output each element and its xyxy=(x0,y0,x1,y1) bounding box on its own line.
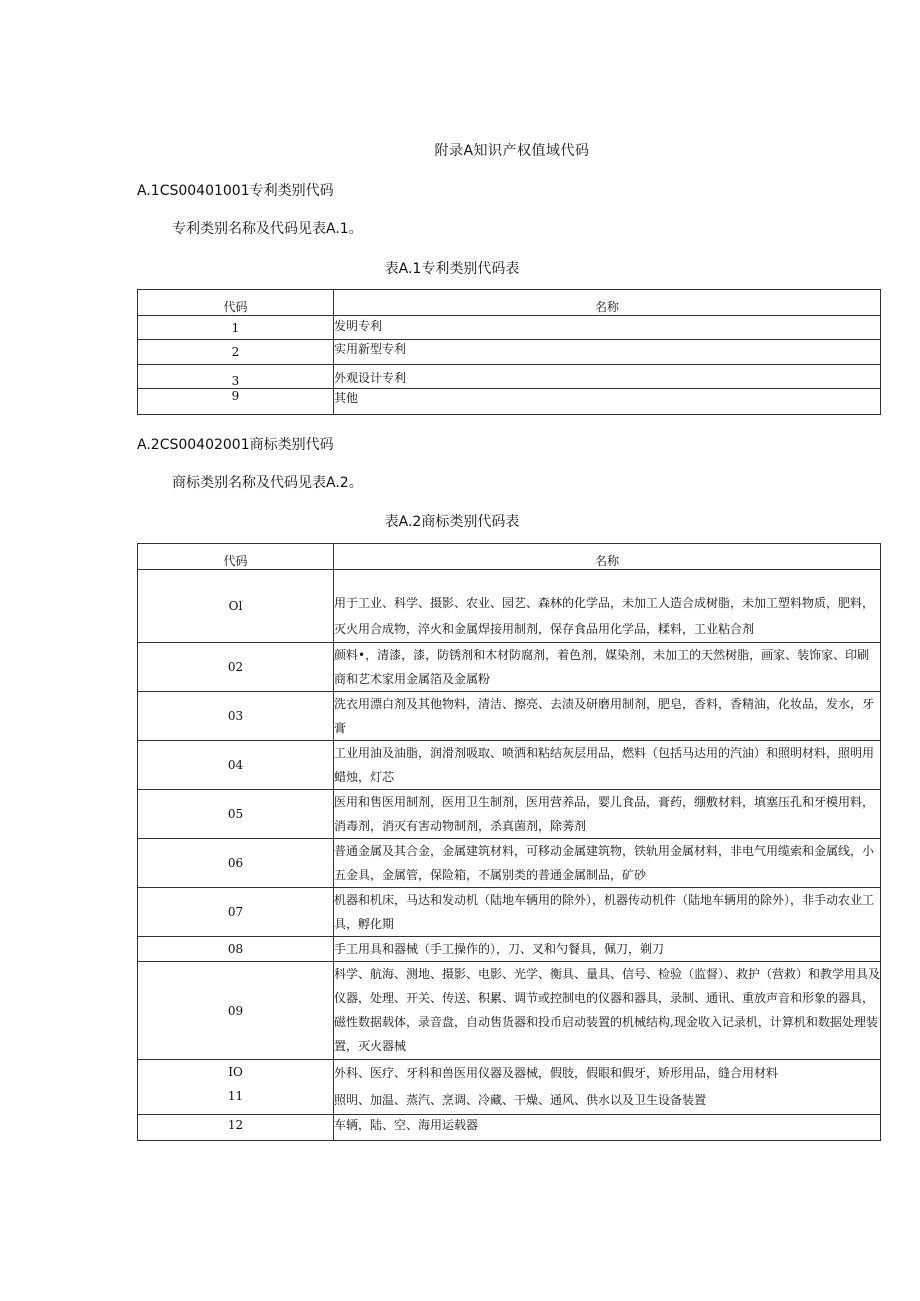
trademark-category-table xyxy=(137,543,881,1141)
patent-category-table xyxy=(137,289,881,415)
row-name: 手工用具和器械（手工操作的），刀、叉和勺餐具，佩刀，剃刀 xyxy=(334,937,881,962)
row-code: 09 xyxy=(138,962,334,1060)
row-code: 12 xyxy=(138,1115,334,1141)
row-code: 9 xyxy=(138,389,334,415)
row-name: 机器和机床，马达和发动机（陆地车辆用的除外），机器传动机件（陆地车辆用的除外），非手动农业工具，孵化期 xyxy=(334,888,881,937)
section-a2-intro: 商标类别名称及代码见表A.2。 xyxy=(172,475,363,491)
table-row xyxy=(138,692,881,741)
header-name: 名称 xyxy=(334,544,881,570)
section-a1-heading: A.1CS00401001专利类别代码 xyxy=(137,183,334,199)
row-code: 06 xyxy=(138,839,334,888)
row-code: 11 xyxy=(227,1089,244,1103)
table-row xyxy=(138,316,881,340)
row-name: 照明、加温、蒸汽、烹调、冷藏、干燥、通风、供水以及卫生设备装置 xyxy=(334,1093,707,1107)
appendix-title: 附录A知识产权值域代码 xyxy=(434,143,590,159)
table-row xyxy=(138,937,881,962)
table-header-row xyxy=(138,544,881,570)
table-row xyxy=(138,790,881,839)
row-name: 外观设计专利 xyxy=(334,365,881,389)
table-row xyxy=(138,962,881,1060)
row-code: 2 xyxy=(138,340,334,365)
row-name: 工业用油及油脂，润滑剂吸取、喷洒和粘结灰层用品，燃料（包括马达用的汽油）和照明材料，照明用蜡烛，灯芯 xyxy=(334,741,881,790)
row-code: 03 xyxy=(138,692,334,741)
row-name: 普通金属及其合金，金属建筑材料，可移动金属建筑物，铁轨用金属材料，非电气用缆索和金属线，小五金具，金属管，保险箱，不属别类的普通金属制品，矿砂 xyxy=(334,839,881,888)
row-name: 实用新型专利 xyxy=(334,340,881,365)
row-code: IO xyxy=(228,1065,243,1079)
row-name: 医用和售医用制剂，医用卫生制剂，医用营养品，婴儿食品，膏药，绷敷材料，填塞压孔和牙模用料，消毒剂，消灭有害动物制剂，杀真菌剂，除莠剂 xyxy=(334,790,881,839)
section-a1-intro: 专利类别名称及代码见表A.1。 xyxy=(172,221,363,237)
row-code: 1 xyxy=(138,316,334,340)
table-row xyxy=(138,389,881,415)
section-a2-heading: A.2CS00402001商标类别代码 xyxy=(137,437,334,453)
table-row xyxy=(138,888,881,937)
table-a1-caption: 表A.1专利类别代码表 xyxy=(384,261,520,277)
row-code: 02 xyxy=(138,643,334,692)
row-code: 08 xyxy=(138,937,334,962)
row-code-merged xyxy=(138,1060,334,1115)
row-name: 其他 xyxy=(334,389,881,415)
table-row xyxy=(138,1060,881,1115)
header-code: 代码 xyxy=(138,290,334,316)
row-code: Ol xyxy=(138,570,334,643)
table-row xyxy=(138,1115,881,1141)
table-row xyxy=(138,365,881,389)
header-name: 名称 xyxy=(334,290,881,316)
header-code: 代码 xyxy=(138,544,334,570)
row-name: 车辆，陆、空、海用运载器 xyxy=(334,1115,881,1141)
table-row xyxy=(138,643,881,692)
table-row xyxy=(138,570,881,643)
table-header-row xyxy=(138,290,881,316)
row-code: 05 xyxy=(138,790,334,839)
table-row xyxy=(138,741,881,790)
row-name-merged xyxy=(334,1060,881,1115)
table-row xyxy=(138,340,881,365)
row-name: 洗衣用漂白剂及其他物料，清洁、擦亮、去渍及研磨用制剂，肥皂，香料，香精油，化妆品，发水，牙膏 xyxy=(334,692,881,741)
row-name: 用于工业、科学、摄影、农业、园艺、森林的化学品，未加工人造合成树脂，未加工塑料物质，肥料，灭火用合成物，淬火和金属焊接用制剂，保存食品用化学品，糅料，工业粘合剂 xyxy=(334,570,881,643)
row-code: 04 xyxy=(138,741,334,790)
row-name: 发明专利 xyxy=(334,316,881,340)
row-code: 3 xyxy=(138,365,334,389)
row-name: 颜料•，清漆，漆，防锈剂和木材防腐剂，着色剂，媒染剂，未加工的天然树脂，画家、装饰家、印刷商和艺术家用金属箔及金属粉 xyxy=(334,643,881,692)
row-name: 科学、航海、测地、摄影、电影、光学、衡具、量具、信号、检验（监督）、救护（营救）和教学用具及仪器，处理、开关、传送、积累、调节或控制电的仪器和器具，录制、通讯、重放声音和形象的器具，磁性数据载体，录音盘，自动售货器和投币启动装置的机械结构,现金收入记录机，计算机和数据处理装置，灭火器械 xyxy=(334,962,881,1060)
row-code: 07 xyxy=(138,888,334,937)
table-row xyxy=(138,839,881,888)
row-name: 外科、医疗、牙科和兽医用仪器及器械，假肢，假眼和假牙，矫形用品，缝合用材料 xyxy=(334,1066,779,1080)
table-a2-caption: 表A.2商标类别代码表 xyxy=(384,514,520,530)
